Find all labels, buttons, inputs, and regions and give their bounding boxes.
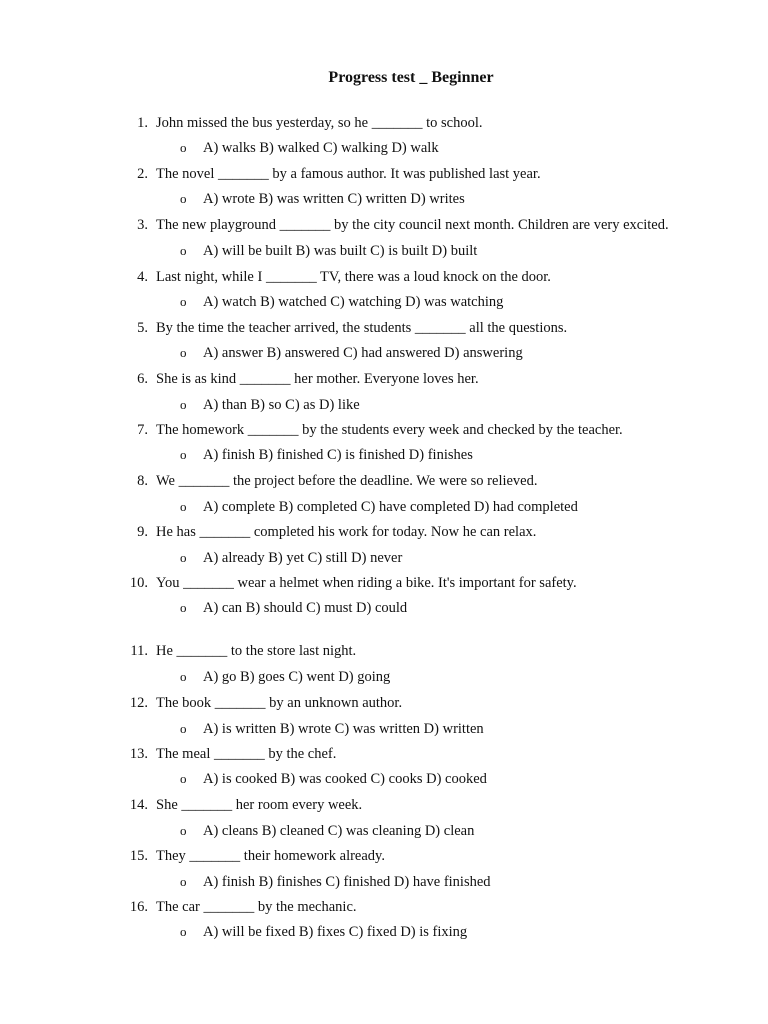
question-item — [0, 693, 768, 718]
question-item — [0, 113, 768, 138]
options-row — [0, 189, 768, 214]
question-number: 7. — [137, 422, 148, 438]
bullet-icon: o — [180, 924, 187, 939]
question-item — [0, 164, 768, 189]
bullet-icon: o — [180, 345, 187, 360]
page-title: Progress test _ Beginner — [328, 69, 494, 86]
options-text: A) finish B) finishes C) finished D) have finished — [203, 874, 491, 890]
question-number: 8. — [137, 473, 148, 489]
options-text: A) walks B) walked C) walking D) walk — [203, 140, 439, 156]
question-number: 5. — [137, 320, 148, 336]
options-row — [0, 872, 768, 897]
question-text: By the time the teacher arrived, the students _______ all the questions. — [156, 320, 568, 336]
options-text: A) go B) goes C) went D) going — [203, 669, 391, 685]
question-item — [0, 795, 768, 820]
question-text: We _______ the project before the deadline. We were so relieved. — [156, 473, 538, 489]
bullet-icon: o — [180, 243, 187, 258]
bullet-icon: o — [180, 447, 187, 462]
question-text: They _______ their homework already. — [156, 848, 385, 864]
bullet-icon: o — [180, 874, 187, 889]
question-number: 2. — [137, 166, 148, 182]
question-text: The novel _______ by a famous author. It was published last year. — [156, 166, 541, 182]
options-row — [0, 292, 768, 317]
bullet-icon: o — [180, 669, 187, 684]
bullet-icon: o — [180, 550, 187, 565]
question-item — [0, 420, 768, 445]
question-number: 10. — [129, 575, 148, 591]
question-number: 9. — [137, 524, 148, 540]
options-row — [0, 769, 768, 794]
options-row — [0, 241, 768, 266]
question-text: The meal _______ by the chef. — [156, 746, 337, 762]
options-row — [0, 821, 768, 846]
bullet-icon: o — [180, 499, 187, 514]
question-number: 16. — [129, 899, 148, 915]
question-text: The new playground _______ by the city council next month. Children are very excited. — [156, 217, 669, 233]
question-item — [0, 897, 768, 922]
options-row — [0, 138, 768, 163]
options-row — [0, 922, 768, 947]
question-number: 12. — [129, 695, 148, 711]
question-text: She is as kind _______ her mother. Everyone loves her. — [156, 371, 479, 387]
question-item — [0, 369, 768, 394]
question-text: He has _______ completed his work for today. Now he can relax. — [156, 524, 537, 540]
question-number: 4. — [137, 269, 148, 285]
question-item — [0, 522, 768, 547]
bullet-icon: o — [180, 771, 187, 786]
question-text: Last night, while I _______ TV, there was a loud knock on the door. — [156, 269, 551, 285]
options-text: A) cleans B) cleaned C) was cleaning D) clean — [203, 823, 475, 839]
options-text: A) will be built B) was built C) is built D) built — [203, 243, 478, 259]
options-row — [0, 548, 768, 573]
question-item — [0, 215, 768, 240]
question-item — [0, 744, 768, 769]
bullet-icon: o — [180, 397, 187, 412]
question-text: The book _______ by an unknown author. — [156, 695, 403, 711]
question-number: 1. — [137, 115, 148, 131]
options-text: A) will be fixed B) fixes C) fixed D) is fixing — [203, 924, 468, 940]
bullet-icon: o — [180, 721, 187, 736]
options-row — [0, 497, 768, 522]
question-item — [0, 267, 768, 292]
question-item — [0, 318, 768, 343]
question-text: The car _______ by the mechanic. — [156, 899, 357, 915]
bullet-icon: o — [180, 191, 187, 206]
options-row — [0, 719, 768, 744]
question-text: The homework _______ by the students every week and checked by the teacher. — [156, 422, 623, 438]
options-text: A) watch B) watched C) watching D) was watching — [203, 294, 504, 310]
question-number: 6. — [137, 371, 148, 387]
options-text: A) answer B) answered C) had answered D) answering — [203, 345, 523, 361]
question-text: John missed the bus yesterday, so he _______ to school. — [156, 115, 483, 131]
bullet-icon: o — [180, 140, 187, 155]
bullet-icon: o — [180, 294, 187, 309]
question-item — [0, 846, 768, 871]
question-text: He _______ to the store last night. — [156, 643, 357, 659]
options-text: A) finish B) finished C) is finished D) finishes — [203, 447, 473, 463]
bullet-icon: o — [180, 823, 187, 838]
question-number: 13. — [129, 746, 148, 762]
question-text: She _______ her room every week. — [156, 797, 363, 813]
options-text: A) wrote B) was written C) written D) writes — [203, 191, 465, 207]
options-text: A) than B) so C) as D) like — [203, 397, 360, 413]
options-text: A) is written B) wrote C) was written D) written — [203, 721, 484, 737]
options-row — [0, 598, 768, 623]
options-row — [0, 445, 768, 470]
options-text: A) already B) yet C) still D) never — [203, 550, 403, 566]
options-text: A) complete B) completed C) have completed D) had completed — [203, 499, 578, 515]
options-row — [0, 395, 768, 420]
question-number: 11. — [130, 643, 148, 659]
question-item — [0, 471, 768, 496]
question-number: 14. — [129, 797, 148, 813]
options-text: A) can B) should C) must D) could — [203, 600, 408, 616]
options-row — [0, 343, 768, 368]
question-item — [0, 641, 768, 666]
options-text: A) is cooked B) was cooked C) cooks D) cooked — [203, 771, 487, 787]
question-number: 3. — [137, 217, 148, 233]
options-row — [0, 667, 768, 692]
question-item — [0, 573, 768, 598]
question-text: You _______ wear a helmet when riding a bike. It's important for safety. — [156, 575, 577, 591]
question-number: 15. — [129, 848, 148, 864]
bullet-icon: o — [180, 600, 187, 615]
